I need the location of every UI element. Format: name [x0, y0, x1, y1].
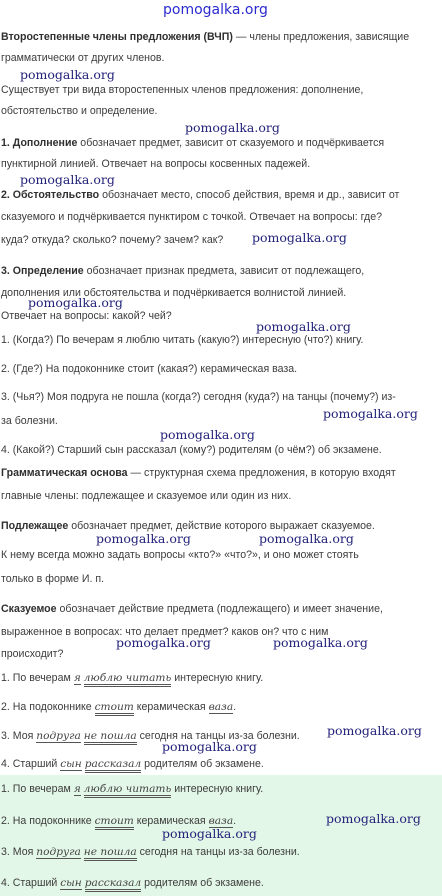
parsed-a-row-3: 3. Моя подруга не пошла сегодня на танцы из-за болезни.: [1, 730, 300, 743]
example-2: 2. (Где?) На подоконнике стоит (какая?) керамическая ваза.: [1, 363, 298, 375]
watermark: pomogalka.org: [326, 811, 421, 826]
watermark: pomogalka.org: [273, 635, 368, 650]
intro-line-4: обстоятельство и определение.: [1, 105, 158, 117]
podlezhashchee-line-3: только в форме И. п.: [1, 573, 105, 585]
watermark: pomogalka.org: [116, 635, 211, 650]
osnova-line-1: Грамматическая основа — структурная схема предложения, в которую входят: [1, 467, 396, 479]
dopolnenie-line-2: пунктирной линией. Отвечает на вопросы косвенных падежей.: [1, 158, 311, 170]
watermark: pomogalka.org: [259, 531, 354, 546]
obstoyatelstvo-line-2: сказуемого и подчёркивается пунктиром с точкой. Отвечает на вопросы: где?: [1, 211, 382, 223]
skazuemoe-line-1: Сказуемое обозначает действие предмета (подлежащего) и имеет значение,: [1, 603, 383, 615]
skazuemoe-line-2: выраженное в вопросах: что делает предмет? каков он? что с ним: [1, 626, 329, 638]
subject-word: я: [73, 672, 81, 684]
obstoyatelstvo-line-1: 2. Обстоятельство обозначает место, способ действия, время и др., зависит от: [1, 189, 400, 201]
predicate-word: не пошла: [84, 730, 137, 745]
podlezhashchee-line-1: Подлежащее обозначает предмет, действие которого выражает сказуемое.: [1, 520, 375, 532]
term-vchp: Второстепенные члены предложения (ВЧП): [1, 31, 233, 43]
parsed-b-row-4: 4. Старший сын рассказал родителям об экзамене.: [1, 877, 264, 890]
parsed-b-row-3: 3. Моя подруга не пошла сегодня на танцы из-за болезни.: [1, 846, 300, 859]
predicate-word: люблю читать: [84, 783, 172, 798]
watermark: pomogalka.org: [28, 295, 123, 310]
watermark: pomogalka.org: [185, 120, 280, 135]
skazuemoe-line-3: происходит?: [1, 648, 64, 660]
obstoyatelstvo-line-3: куда? откуда? сколько? почему? зачем? как?: [1, 234, 224, 246]
term-opredelenie: 3. Определение: [1, 265, 84, 277]
watermark: pomogalka.org: [256, 319, 351, 334]
intro-line-3: Существует три вида второстепенных членов предложения: дополнение,: [1, 84, 364, 96]
parsed-a-row-4: 4. Старший сын рассказал родителям об экзамене.: [1, 758, 264, 771]
podlezhashchee-line-2: К нему всегда можно задать вопросы «кто?» «что?», и оно может стоять: [1, 549, 359, 561]
watermark: pomogalka.org: [252, 230, 347, 245]
predicate-word: рассказал: [85, 758, 141, 773]
predicate-word: стоит: [95, 815, 134, 830]
example-3b: за болезни.: [1, 415, 58, 427]
term-obstoyatelstvo: 2. Обстоятельство: [1, 189, 100, 201]
opredelenie-line-3: Отвечает на вопросы: какой? чей?: [1, 310, 172, 322]
intro-line-2: грамматически от других членов.: [1, 52, 165, 64]
example-4: 4. (Какой?) Старший сын рассказал (кому?) родителям (о чём?) об экзамене.: [1, 444, 382, 456]
subject-word: сын: [60, 877, 82, 889]
watermark: pomogalka.org: [162, 826, 257, 841]
osnova-line-2: главные члены: подлежащее и сказуемое или один из них.: [1, 490, 292, 502]
parsed-b-row-2: 2. На подоконнике стоит керамическая ваза.: [1, 815, 236, 828]
opredelenie-line-2: дополнения или обстоятельства и подчёркивается волнистой линией.: [1, 287, 347, 299]
predicate-word: люблю читать: [84, 672, 172, 687]
watermark: pomogalka.org: [323, 406, 418, 421]
watermark: pomogalka.org: [160, 427, 255, 442]
example-3a: 3. (Чья?) Моя подруга не пошла (когда?) сегодня (куда?) на танцы (почему?) из-: [1, 391, 396, 403]
watermark: pomogalka.org: [327, 723, 422, 738]
subject-word: ваза: [208, 701, 234, 713]
watermark: pomogalka.org: [96, 531, 191, 546]
term-dopolnenie: 1. Дополнение: [1, 137, 78, 149]
watermark: pomogalka.org: [20, 172, 115, 187]
example-1: 1. (Когда?) По вечерам я люблю читать (какую?) интересную (что?) книгу.: [1, 334, 364, 346]
watermark: pomogalka.org: [20, 67, 115, 82]
watermark: pomogalka.org: [162, 739, 257, 754]
predicate-word: стоит: [95, 701, 134, 716]
parsed-b-row-1: 1. По вечерам я люблю читать интересную книгу.: [1, 783, 263, 796]
site-watermark: pomogalka.org: [163, 2, 268, 18]
predicate-word: рассказал: [85, 877, 141, 892]
term-podlezhashchee: Подлежащее: [1, 520, 69, 532]
subject-word: ваза: [208, 815, 234, 827]
dopolnenie-line-1: 1. Дополнение обозначает предмет, зависит от сказуемого и подчёркивается: [1, 137, 385, 149]
predicate-word: не пошла: [84, 846, 137, 861]
subject-word: подруга: [36, 846, 81, 858]
term-skazuemoe: Сказуемое: [1, 603, 57, 615]
subject-word: подруга: [36, 730, 81, 742]
opredelenie-line-1: 3. Определение обозначает признак предмета, зависит от подлежащего,: [1, 265, 365, 277]
parsed-a-row-2: 2. На подоконнике стоит керамическая ваза.: [1, 701, 236, 714]
intro-line-1: Второстепенные члены предложения (ВЧП) — члены предложения, зависящие: [1, 31, 410, 43]
parsed-a-row-1: 1. По вечерам я люблю читать интересную книгу.: [1, 672, 263, 685]
subject-word: я: [73, 783, 81, 795]
subject-word: сын: [60, 758, 82, 770]
term-osnova: Грамматическая основа: [1, 467, 128, 479]
